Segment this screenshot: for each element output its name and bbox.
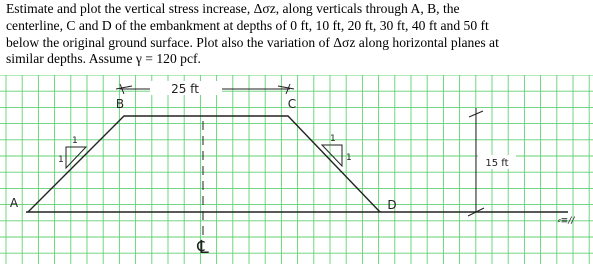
left-slope-vertical: 1 xyxy=(58,155,64,165)
width-dimension-label: 25 ft xyxy=(171,82,199,96)
ground-hatch-symbol: ⸗≡/∕ xyxy=(557,216,575,226)
problem-line-2: centerline, C and D of the embankment at depths of 0 ft, 10 ft, 20 ft, 30 ft, 40 ft and 50 ft xyxy=(6,17,489,33)
point-b-label: B xyxy=(115,97,125,111)
point-c-label: C xyxy=(287,97,297,111)
point-d-label: D xyxy=(387,198,397,212)
embankment-outline xyxy=(28,116,380,212)
centerline-symbol: ℄ xyxy=(197,237,209,258)
graph-paper-grid xyxy=(0,75,593,264)
left-slope-horizontal: 1 xyxy=(72,136,78,146)
embankment-sketch xyxy=(0,75,593,264)
point-a-label: A xyxy=(9,196,19,210)
problem-statement xyxy=(6,1,590,68)
embankment-figure xyxy=(0,75,593,264)
height-dimension-label: 15 ft xyxy=(485,158,509,169)
problem-line-4: similar depths. Assume γ = 120 pcf. xyxy=(6,51,201,67)
height-dimension-tick-top xyxy=(469,108,483,120)
problem-line-1: Estimate and plot the vertical stress increase, Δσz, along verticals through A, B, the xyxy=(6,1,460,16)
right-slope-vertical: 1 xyxy=(346,153,352,163)
right-slope-horizontal: 1 xyxy=(330,134,336,144)
problem-line-3: below the original ground surface. Plot also the variation of Δσz along horizontal planes at xyxy=(6,34,499,50)
